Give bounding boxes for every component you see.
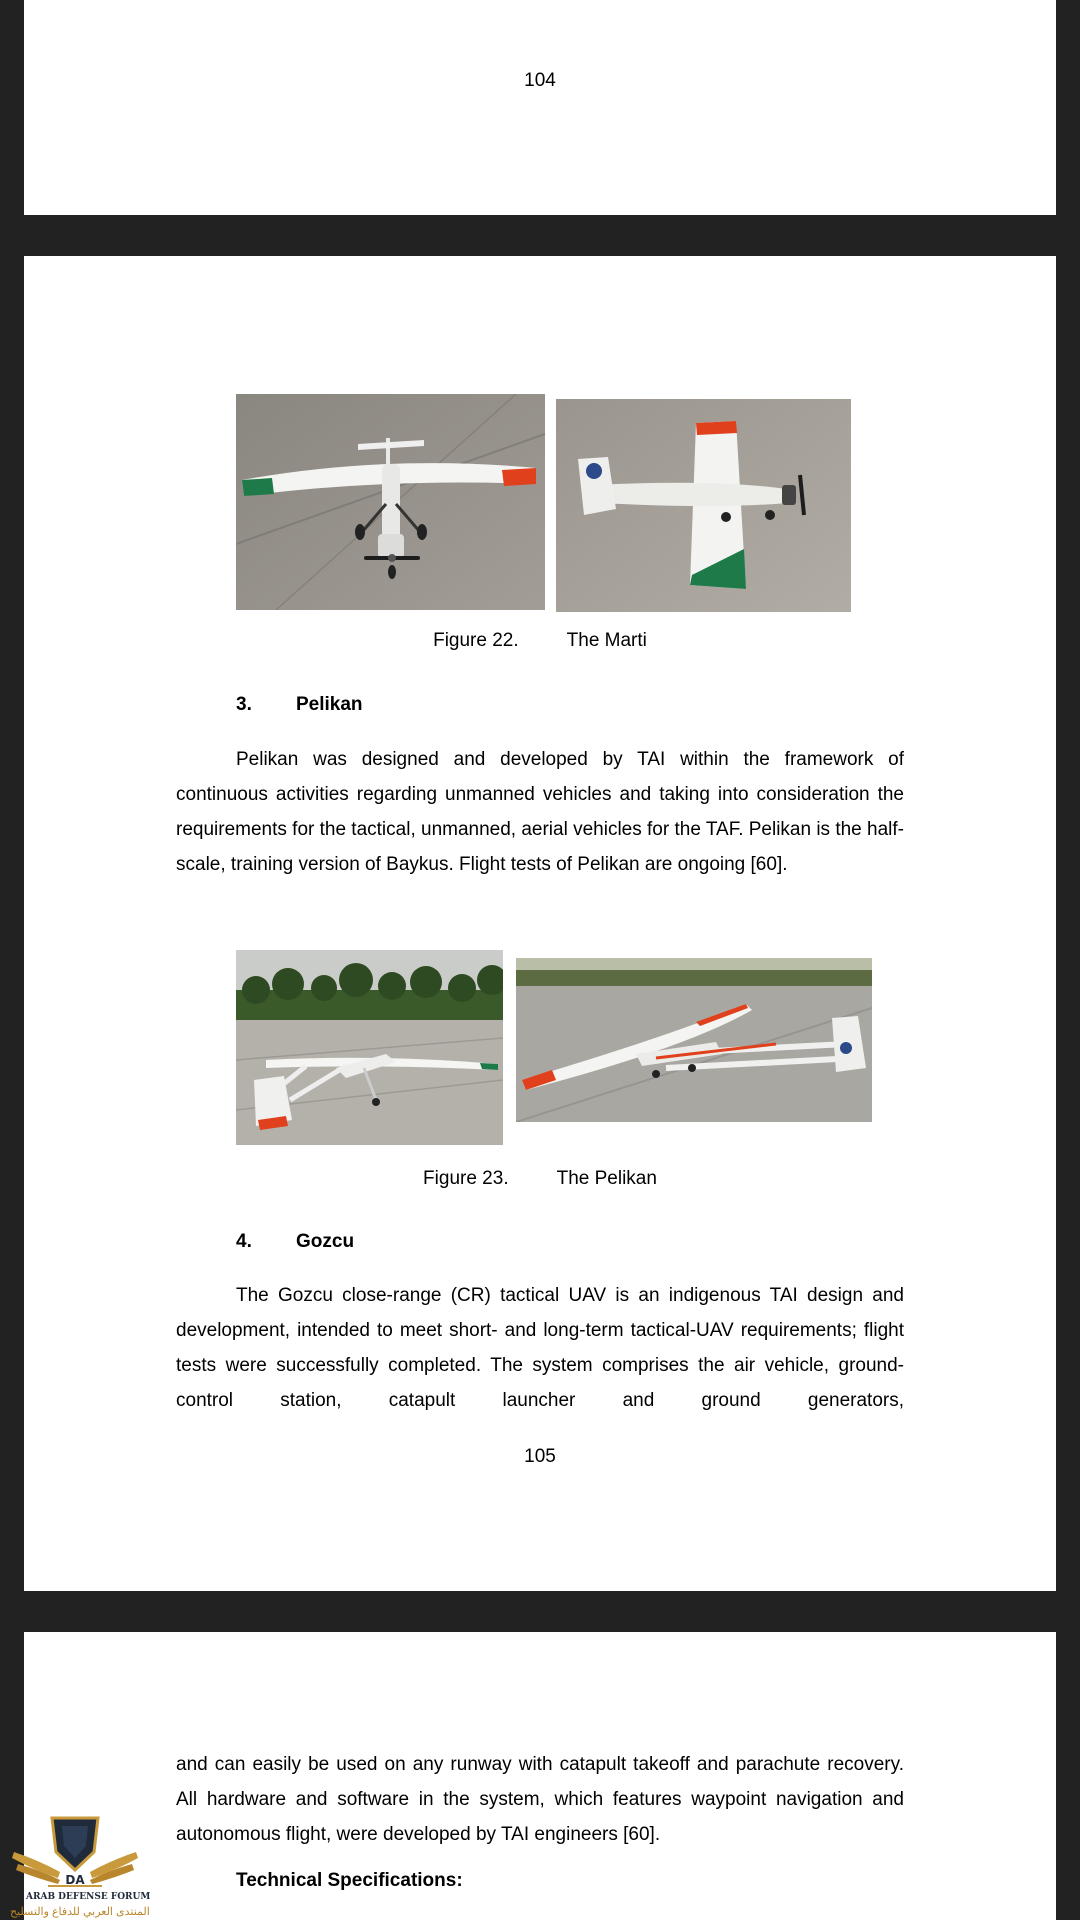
document-page-104 — [24, 0, 1056, 215]
pelikan-paragraph: Pelikan was designed and developed by TAI within the framework of continuous activities regarding unmanned vehicles and taking into consideration the requirements for the tactical, unmanned, aerial vehicles for the TAF. Pelikan is the half-scale, training version of Baykus. Flight tests of Pelikan are ongoing [60]. — [176, 749, 904, 875]
watermark-name-en: ARAB DEFENSE FORUM — [26, 1892, 151, 1902]
pelikan-ground-photo — [236, 950, 503, 1145]
svg-text:DA: DA — [65, 1873, 85, 1887]
section-number: 4. — [236, 1231, 252, 1252]
figure-label: Figure 22. — [433, 630, 519, 651]
marti-front-photo — [236, 394, 545, 610]
pelikan-runway-photo — [516, 958, 872, 1122]
section-heading-gozcu — [236, 1231, 354, 1253]
section-title: Gozcu — [296, 1231, 355, 1252]
document-page-106 — [24, 1632, 1056, 1920]
section-number: 3. — [236, 694, 252, 715]
figure-23-caption — [24, 1168, 1056, 1190]
arab-defense-forum-watermark — [8, 1812, 151, 1920]
gozcu-paragraph-continued: and can easily be used on any runway with catapult takeoff and parachute recovery. All hardware and software in the system, which features waypoint navigation and autonomous flight, were developed by TAI engineers [60]. — [176, 1754, 904, 1845]
document-page-105 — [24, 256, 1056, 1591]
figure-22-caption — [24, 630, 1056, 652]
shield-wings-icon — [8, 1812, 142, 1902]
page-number: 104 — [524, 70, 556, 91]
gozcu-paragraph: The Gozcu close-range (CR) tactical UAV is an indigenous TAI design and development, intended to meet short- and long-term tactical-UAV requirements; flight tests were successfully completed. The system comprises the air vehicle, ground-control station, catapult launcher and ground generators, — [176, 1285, 904, 1411]
page-number: 105 — [524, 1446, 556, 1467]
marti-side-photo — [556, 399, 851, 612]
figure-label: Figure 23. — [423, 1168, 509, 1189]
figure-title: The Pelikan — [556, 1168, 657, 1189]
section-heading-pelikan — [236, 694, 363, 716]
section-title: Pelikan — [296, 694, 363, 715]
figure-title: The Marti — [566, 630, 647, 651]
technical-specifications-heading: Technical Specifications: — [236, 1870, 463, 1891]
watermark-name-ar: المنتدى العربي للدفاع والتسليح — [10, 1906, 150, 1918]
